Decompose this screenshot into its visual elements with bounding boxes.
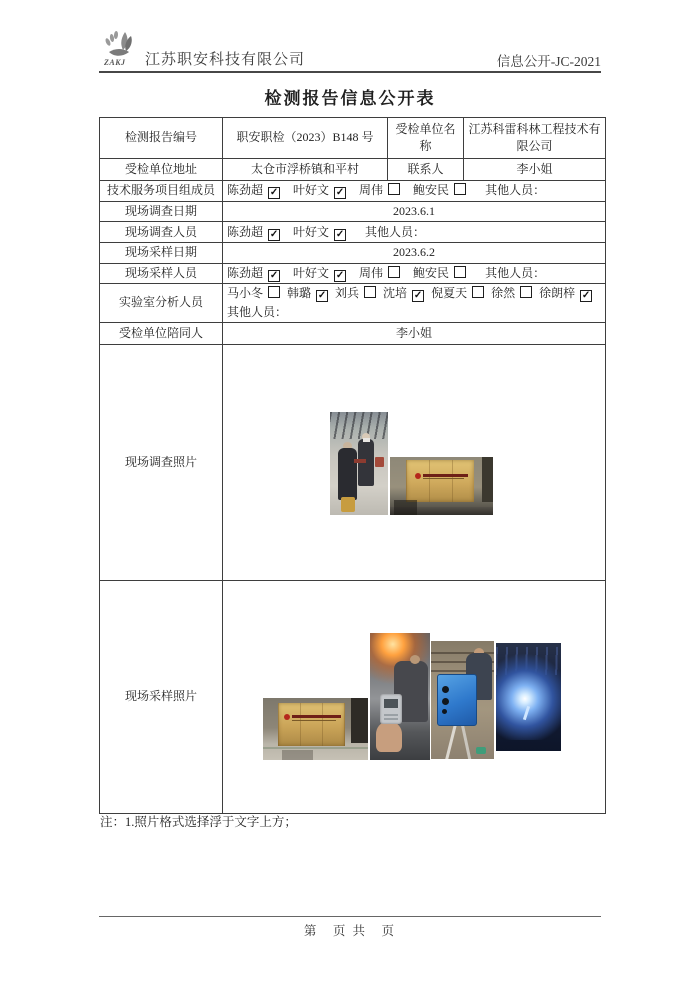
person-check-item [287, 285, 328, 302]
survey-photos-label: 现场调查照片 [100, 344, 223, 580]
person-check-item [293, 265, 346, 282]
unit-name-value: 江苏科雷科林工程技术有限公司 [464, 118, 606, 159]
person-name: 沈培 [383, 286, 408, 301]
person-name: 徐朗梓 [539, 286, 576, 301]
pump-port [442, 698, 449, 705]
tech-team-label: 技术服务项目组成员 [100, 181, 223, 202]
report-no-label: 检测报告编号 [100, 118, 223, 159]
checkbox-unchecked-icon[interactable] [454, 266, 466, 278]
sign-seams [406, 460, 474, 502]
person-name: 叶好文 [293, 224, 330, 239]
sampling-date-value: 2023.6.2 [223, 243, 606, 263]
tripod-leg [461, 724, 472, 759]
worker-figure [338, 448, 357, 500]
person-name: 周伟 [359, 265, 384, 280]
photo-survey-company-sign [390, 457, 493, 515]
pump-port [442, 686, 449, 693]
sign-subtext-line [292, 720, 336, 721]
person-check-item [359, 265, 400, 282]
survey-photos-cell [223, 344, 606, 580]
contact-value: 李小姐 [464, 159, 606, 181]
checkbox-unchecked-icon[interactable] [472, 286, 484, 298]
header-divider [99, 71, 601, 73]
sampling-staff-label: 现场采样人员 [100, 263, 223, 283]
floor-reflection [394, 500, 417, 515]
sign-subtext-line [423, 478, 464, 479]
welding-arc-glow [496, 654, 561, 740]
table-row [100, 118, 606, 159]
table-row [100, 159, 606, 181]
sampling-staff-members [223, 263, 606, 283]
person-check-item [227, 182, 280, 199]
checkbox-checked-icon[interactable]: ✓ [269, 187, 279, 199]
worker-head [410, 655, 420, 664]
checkbox-checked-icon[interactable]: ✓ [335, 187, 345, 199]
sign-text-line [423, 474, 468, 477]
checkbox-unchecked-icon[interactable] [388, 183, 400, 195]
person-name: 叶好文 [293, 183, 330, 198]
table-row [100, 322, 606, 344]
table-row [100, 580, 606, 813]
page-header [99, 30, 601, 74]
table-row [100, 202, 606, 222]
photo-sampling-pump-tripod [431, 641, 494, 759]
page-title: 检测报告信息公开表 [264, 89, 436, 108]
hand [376, 722, 402, 752]
person-name: 陈劲超 [227, 224, 264, 239]
checkbox-checked-icon[interactable]: ✓ [413, 290, 423, 302]
person-check-item [539, 285, 592, 302]
checkbox-checked-icon[interactable]: ✓ [335, 269, 345, 281]
company-logo-icon [101, 30, 143, 70]
photo-sampling-company-sign [263, 698, 368, 760]
checkbox-checked-icon[interactable]: ✓ [317, 290, 327, 302]
checkbox-unchecked-icon[interactable] [388, 266, 400, 278]
table-row [100, 344, 606, 580]
document-code: 信息公开-JC-2021 [496, 54, 601, 69]
footer-divider [99, 916, 601, 917]
person-name: 陈劲超 [227, 183, 264, 198]
floor-reflection [282, 750, 314, 760]
unit-address-label: 受检单位地址 [100, 159, 223, 181]
factory-ceiling [330, 412, 388, 439]
issuing-company-name: 江苏职安科技有限公司 [145, 52, 306, 68]
sampling-photos-label: 现场采样照片 [100, 580, 223, 813]
person-name: 叶好文 [293, 265, 330, 280]
survey-staff-label: 现场调查人员 [100, 222, 223, 243]
survey-staff-members [223, 222, 606, 243]
others-label: 其他人员： [365, 224, 426, 239]
survey-date-value: 2023.6.1 [223, 202, 606, 222]
photo-sampling-meter-sparks [370, 633, 430, 760]
red-cart [375, 457, 384, 467]
person-name: 马小冬 [227, 286, 264, 301]
table-row [100, 243, 606, 263]
person-check-item [293, 224, 346, 241]
dark-shelving [482, 457, 493, 502]
person-name: 韩璐 [287, 286, 312, 301]
contact-label: 联系人 [388, 159, 464, 181]
others-label: 其他人员： [485, 265, 546, 280]
green-object [476, 747, 486, 754]
checkbox-checked-icon[interactable]: ✓ [269, 228, 279, 240]
red-tray [354, 459, 366, 463]
sign-text-line [292, 715, 340, 718]
sampling-photos-cell [223, 580, 606, 813]
person-check-item [491, 285, 532, 302]
floor-tile-line [263, 747, 368, 749]
meter-screen [384, 699, 398, 708]
person-name: 倪夏天 [431, 286, 468, 301]
person-name: 陈劲超 [227, 265, 264, 280]
others-label: 其他人员： [227, 304, 288, 319]
face-mask [363, 438, 370, 442]
checkbox-unchecked-icon[interactable] [520, 286, 532, 298]
report-no-value: 职安职检（2023）B148 号 [223, 118, 388, 159]
table-row [100, 181, 606, 202]
sampling-date-label: 现场采样日期 [100, 243, 223, 263]
escort-label: 受检单位陪同人 [100, 322, 223, 344]
meter-buttons [384, 712, 398, 720]
checkbox-checked-icon[interactable]: ✓ [335, 228, 345, 240]
person-name: 周伟 [359, 183, 384, 198]
tripod-leg [444, 724, 457, 759]
unit-address-value: 太仓市浮桥镇和平村 [223, 159, 388, 181]
logo-text: ZAKJ [104, 58, 126, 67]
person-check-item [431, 285, 484, 302]
checkbox-checked-icon[interactable]: ✓ [581, 290, 591, 302]
person-name: 鲍安民 [413, 265, 450, 280]
photo-sampling-welding-arc [496, 643, 561, 751]
person-check-item [383, 285, 424, 302]
unit-name-label: 受检单位名称 [388, 118, 464, 159]
tech-team-members [223, 181, 606, 202]
others-label: 其他人员： [485, 183, 546, 198]
person-check-item [227, 285, 280, 302]
lab-analysts-members [223, 284, 606, 323]
person-name: 刘兵 [335, 286, 360, 301]
table-row [100, 263, 606, 283]
table-row [100, 284, 606, 323]
sign-logo-mark [415, 473, 421, 479]
lab-analysts-label: 实验室分析人员 [100, 284, 223, 323]
person-check-item [293, 182, 346, 199]
checkbox-unchecked-icon[interactable] [454, 183, 466, 195]
person-check-item [413, 265, 466, 282]
person-check-item [335, 285, 376, 302]
page-number-text: 第 页 共 页 [303, 924, 397, 938]
photo-survey-factory-workers [330, 412, 388, 515]
checkbox-checked-icon[interactable]: ✓ [269, 269, 279, 281]
yellow-boots [341, 497, 355, 511]
sign-seams [278, 703, 345, 746]
person-name: 鲍安民 [413, 183, 450, 198]
table-row [100, 222, 606, 243]
checkbox-unchecked-icon[interactable] [364, 286, 376, 298]
person-check-item [359, 182, 400, 199]
person-name: 徐然 [491, 286, 516, 301]
checkbox-unchecked-icon[interactable] [268, 286, 280, 298]
survey-date-label: 现场调查日期 [100, 202, 223, 222]
person-check-item [413, 182, 466, 199]
disclosure-form-table [99, 117, 606, 814]
dark-doorway [351, 698, 368, 743]
escort-value: 李小姐 [223, 322, 606, 344]
footnote: 注：1.照片格式选择浮于文字上方； [100, 815, 297, 829]
person-check-item [227, 265, 280, 282]
person-check-item [227, 224, 280, 241]
